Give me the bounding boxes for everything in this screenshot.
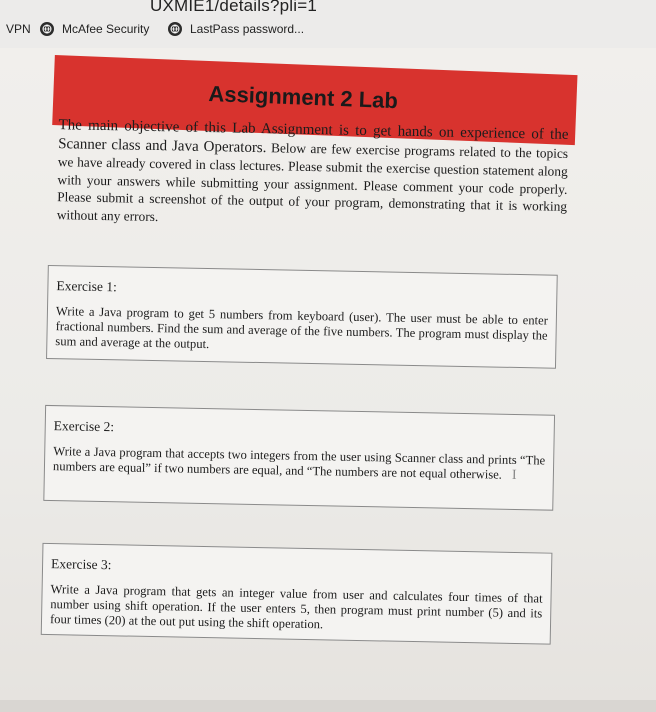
page-title: Assignment 2 Lab [208,80,399,114]
exercise-body: Write a Java program to get 5 numbers from keyboard (user). The user must be able to enter fractional numbers. Find the sum and average of the five numbers. The program must display the sum and average at the output. [55,304,549,352]
bookmark-lastpass[interactable] [168,22,304,36]
exercise-title: Exercise 1: [56,278,117,295]
exercise-title: Exercise 2: [53,418,115,435]
intro-lead: The main objective of this Lab Assignment is to get hands on experience of the Scanner class and Java Operators. [58,117,569,156]
exercise-body-text: Write a Java program that accepts two integers from the user using Scanner class and prints “The numbers are equal” if two numbers are equal, and “The numbers are not equal otherwise. [52,444,546,482]
exercise-body: Write a Java program that gets an integer value from user and calculates four times of that number using shift operation. If the user enters 5, then program must print number (5) and its four times (20) at the out put using the shift operation. [49,582,543,632]
exercise-box-3 [41,543,553,645]
exercise-box-1 [46,265,558,369]
bookmark-mcafee[interactable] [40,22,149,36]
text-cursor: I [511,467,517,483]
bookmarks-bar [0,18,656,44]
document-content [0,48,656,712]
exercise-box-2 [43,405,555,511]
intro-paragraph [57,116,569,233]
exercise-title: Exercise 3: [50,556,112,573]
browser-toolbar [0,0,656,50]
bookmark-label: LastPass password... [190,22,305,36]
document-page [0,48,656,700]
intro-rest: Below are few exercise programs related to the topics we have already covered in class lectures. Please submit the exercise question statement along with your answers while submitting your assignment. Please comment your code properly. Please submit a screenshot of the output of your program, demonstrating that it is working without any errors. [56,139,569,224]
globe-icon [40,22,54,36]
globe-icon [168,22,182,36]
address-bar-text[interactable]: UXMIE1/details?pli=1 [150,0,318,15]
exercise-body [53,444,545,483]
vpn-label[interactable]: VPN [6,22,31,36]
bookmark-label: McAfee Security [62,22,150,36]
